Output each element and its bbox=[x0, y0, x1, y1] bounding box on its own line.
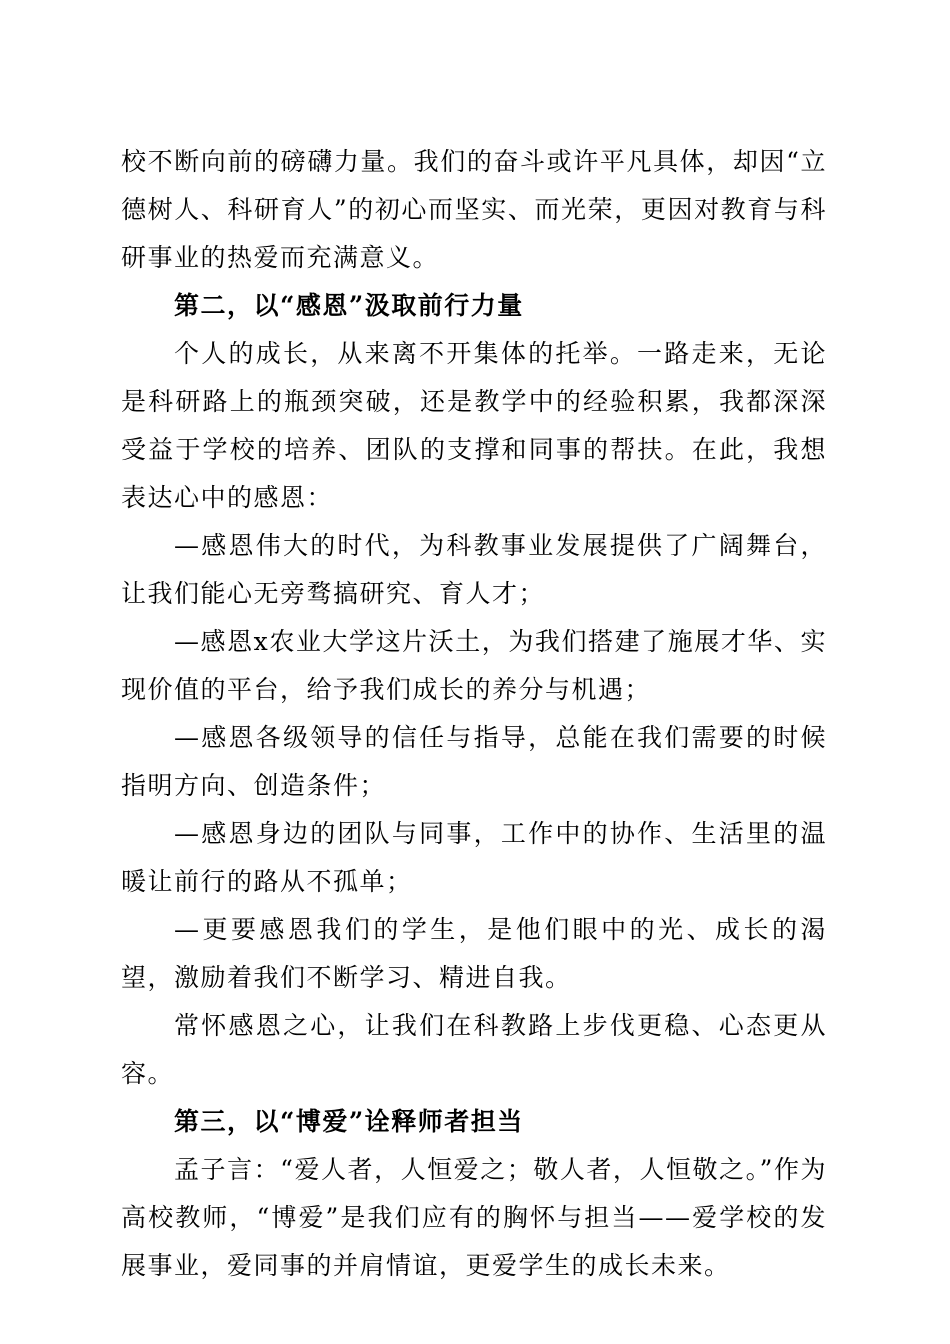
paragraph-mencius-quote: 孟子言：“爱人者，人恒爱之；敬人者，人恒敬之。”作为高校教师，“博爱”是我们应有的胸怀与担当——爱学校的发展事业，爱同事的并肩情谊，更爱学生的成长未来。 bbox=[121, 1155, 827, 1280]
paragraph-collective-growth: 个人的成长，从来离不开集体的托举。一路走来，无论是科研路上的瓶颈突破，还是教学中的经验积累，我都深深受益于学校的培养、团队的支撑和同事的帮扶。在此，我想表达心中的感恩： bbox=[121, 339, 827, 512]
paragraph-continuation: 校不断向前的磅礴力量。我们的奋斗或许平凡具体，却因“立德树人、科研育人”的初心而坚实、而光荣，更因对教育与科研事业的热爱而充满意义。 bbox=[121, 147, 827, 272]
document-body bbox=[121, 138, 827, 1290]
gratitude-item-university: —感恩x农业大学这片沃土，为我们搭建了施展才华、实现价值的平台，给予我们成长的养分与机遇； bbox=[121, 627, 827, 704]
section-heading-gratitude: 第二，以“感恩”汲取前行力量 bbox=[174, 291, 524, 320]
paragraph-gratitude-summary: 常怀感恩之心，让我们在科教路上步伐更稳、心态更从容。 bbox=[121, 1011, 827, 1088]
gratitude-item-leaders: —感恩各级领导的信任与指导，总能在我们需要的时候指明方向、创造条件； bbox=[121, 723, 827, 800]
gratitude-item-students: —更要感恩我们的学生，是他们眼中的光、成长的渴望，激励着我们不断学习、精进自我。 bbox=[121, 915, 827, 992]
gratitude-item-era: —感恩伟大的时代，为科教事业发展提供了广阔舞台，让我们能心无旁骛搞研究、育人才； bbox=[121, 531, 827, 608]
gratitude-item-team: —感恩身边的团队与同事，工作中的协作、生活里的温暖让前行的路从不孤单； bbox=[121, 819, 827, 896]
section-heading-love: 第三，以“博爱”诠释师者担当 bbox=[174, 1107, 524, 1136]
